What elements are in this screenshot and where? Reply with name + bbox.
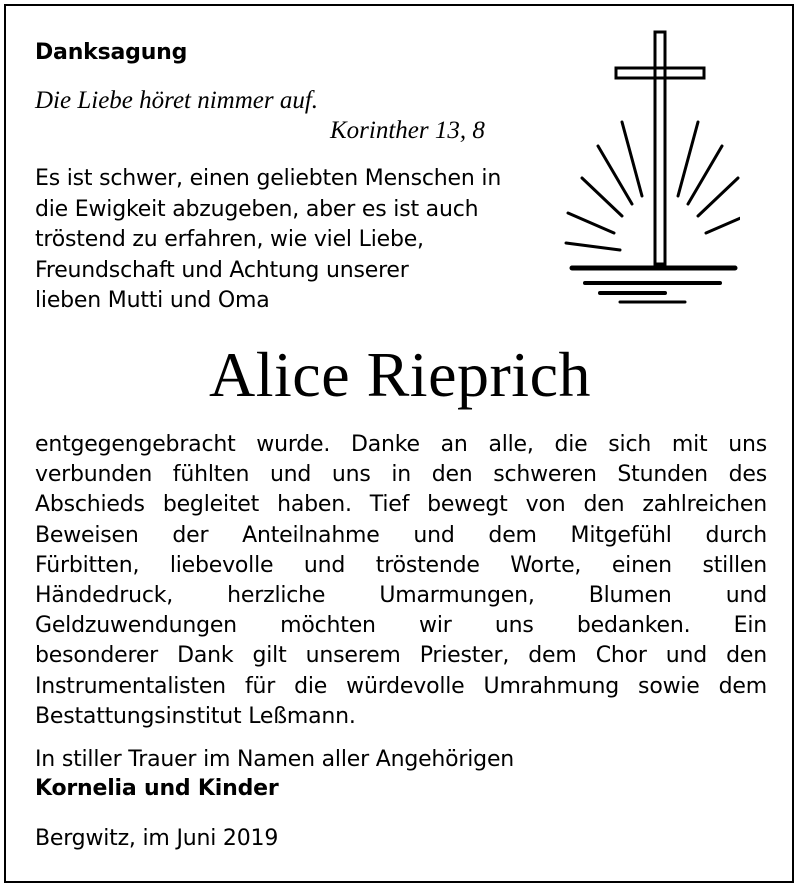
intro-text	[35, 164, 555, 317]
body-line: verbunden fühlten und uns in den schweren Stunden des	[35, 462, 767, 488]
cross-sunrise-emblem-icon	[560, 28, 740, 313]
intro-line: tröstend zu erfahren, wie viel Liebe,	[35, 227, 424, 252]
intro-line: lieben Mutti und Oma	[35, 288, 270, 313]
body-line: Bestattungsinstitut Leßmann.	[35, 703, 356, 729]
body-line: Fürbitten, liebevolle und tröstende Worte, einen stillen	[35, 552, 767, 578]
intro-line: Freundschaft und Achtung unserer	[35, 257, 409, 283]
signers: Kornelia und Kinder	[35, 776, 279, 801]
heading: Danksagung	[35, 40, 188, 65]
body-line: Geldzuwendungen möchten wir uns bedanken. Ein	[35, 613, 767, 639]
body-line: Abschieds begleitet haben. Tief bewegt von den zahlreichen	[35, 492, 767, 518]
body-text	[35, 430, 767, 732]
body-line: besonderer Dank gilt unserem Priester, dem Chor und den	[35, 643, 767, 669]
intro-line: Es ist schwer, einen geliebten Menschen in	[35, 166, 502, 191]
mourning-line: In stiller Trauer im Namen aller Angehörigen	[35, 747, 515, 772]
verse-reference: Korinther 13, 8	[330, 117, 485, 144]
body-line: entgegengebracht wurde. Danke an alle, die sich mit uns	[35, 432, 767, 457]
body-line: Händedruck, herzliche Umarmungen, Blumen und	[35, 582, 767, 608]
body-line: Beweisen der Anteilnahme und dem Mitgefühl durch	[35, 522, 767, 548]
deceased-name: Alice Rieprich	[209, 339, 591, 410]
bible-verse: Die Liebe höret nimmer auf.	[35, 87, 319, 114]
place-date: Bergwitz, im Juni 2019	[35, 826, 279, 851]
body-line: Instrumentalisten für die würdevolle Umrahmung sowie dem	[35, 673, 767, 699]
intro-line: die Ewigkeit abzugeben, aber es ist auch	[35, 196, 479, 222]
